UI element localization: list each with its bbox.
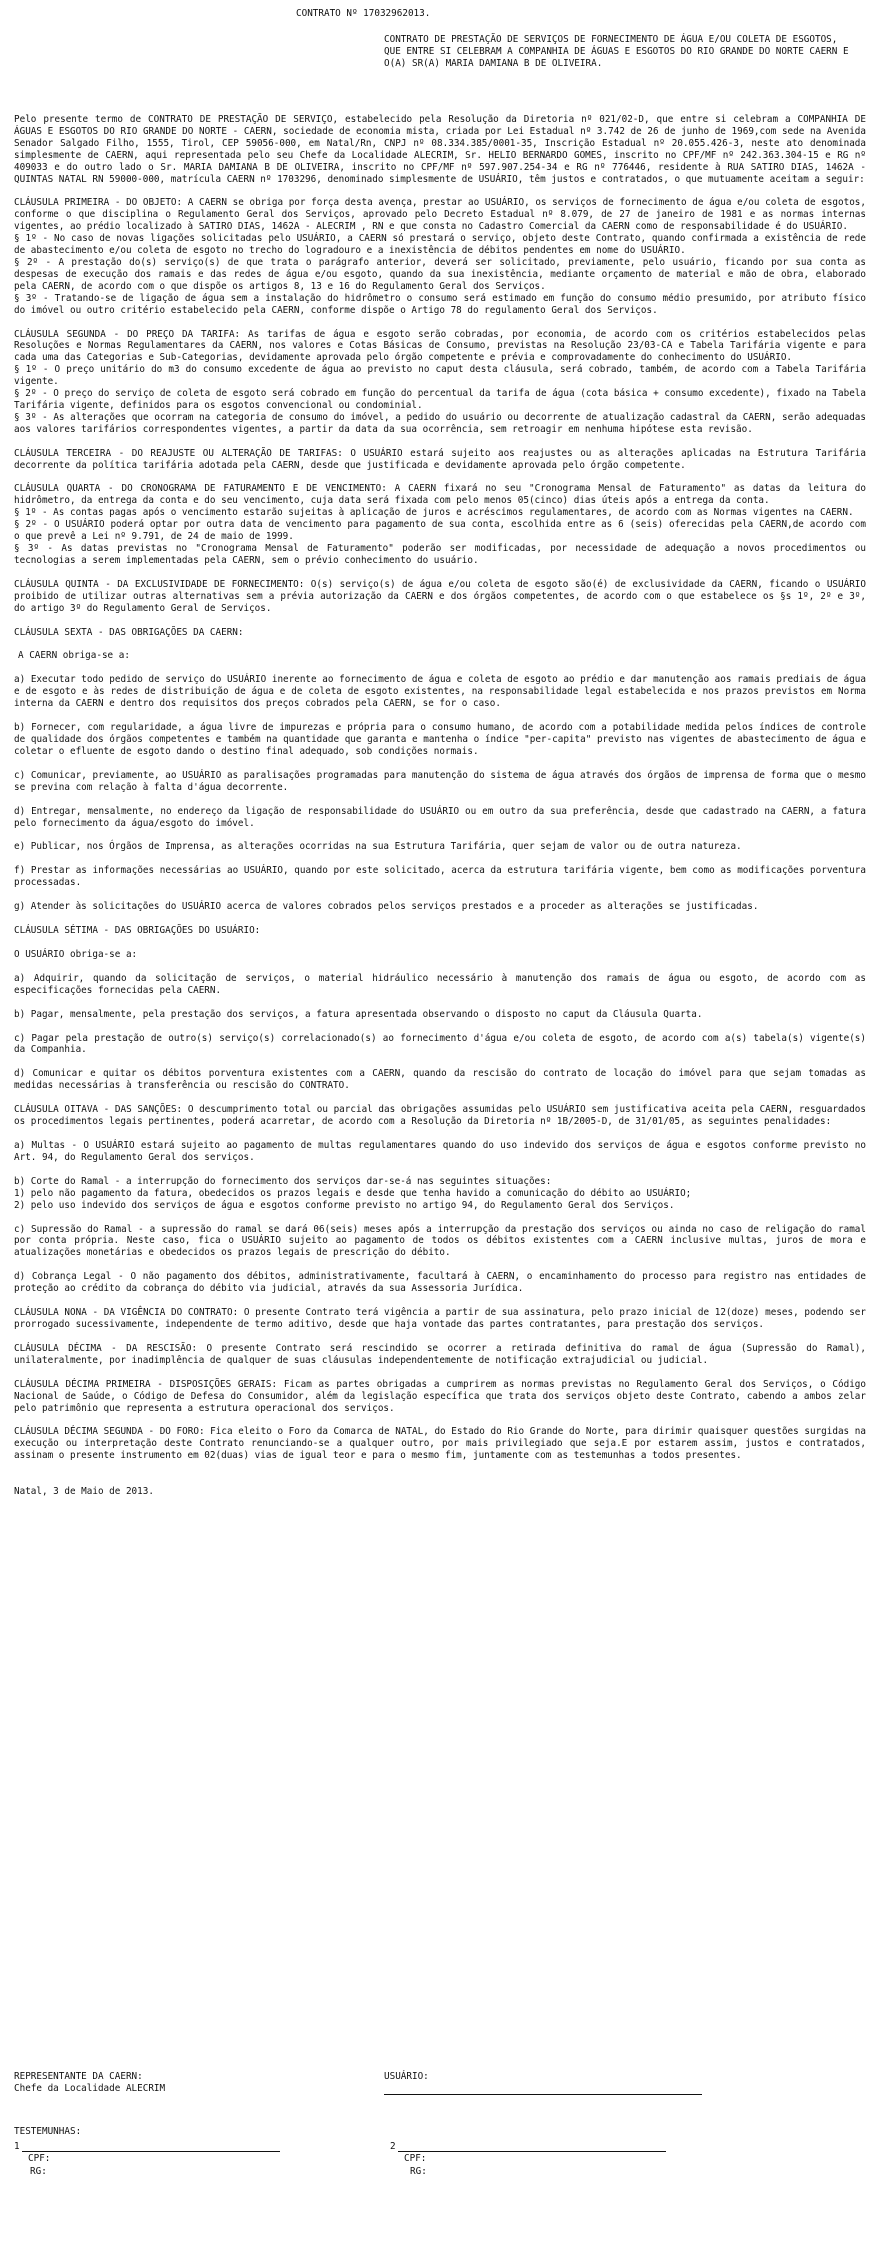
- witness-2-rg-label: RG:: [410, 2166, 427, 2177]
- clause-seventh-item-a: a) Adquirir, quando da solicitação de serviços, o material hidráulico necessário à manutenção dos ramais de água ou esgoto, de acordo com as especificações fornecidas pela CAERN.: [14, 972, 866, 996]
- clause-eighth-item-b: [14, 1176, 866, 1212]
- clause-third: CLÁUSULA TERCEIRA - DO REAJUSTE OU ALTERAÇÃO DE TARIFAS: O USUÁRIO estará sujeito aos reajustes ou as alterações aplicadas na Estrutura Tarifária decorrente da política tarifária adotada pela CAERN, desde que justificada e devidamente aprovada pelo órgão competente.: [14, 447, 866, 471]
- clause-second-par-2: § 2º - O preço do serviço de coleta de esgoto será cobrado em função do percentual da tarifa de água (cota básica + consumo excedente), fixado na Tabela Tarifária vigente, definidos para os esgotos convencional ou condominial.: [14, 388, 866, 411]
- clause-second-par-1: § 1º - O preço unitário do m3 do consumo excedente de água ao previsto no caput desta cláusula, será cobrado, também, de acordo com a Tabela Tarifária vigente.: [14, 364, 866, 388]
- clause-second-par-3: § 3º - As alterações que ocorram na categoria de consumo do imóvel, a pedido do usuário ou decorrente de atualização cadastral da CAERN, serão adequadas aos valores tarifários correspondentes vigentes, a partir da data da sua ocorrência, sem retroagir em nenhuma hipótese esta revisão.: [14, 411, 866, 435]
- clause-sixth-item-d: d) Entregar, mensalmente, no endereço da ligação de responsabilidade do USUÁRIO ou em outro da sua preferência, desde que cadastrado na CAERN, a fatura pelo fornecimento da água/esgoto do imóvel.: [14, 805, 866, 829]
- witness-1-rg-label: RG:: [30, 2166, 47, 2177]
- clause-sixth-item-g: g) Atender às solicitações do USUÁRIO acerca de valores cobrados pelos serviços prestados e a proceder as alterações se justificadas.: [14, 901, 759, 913]
- witness-2-cpf-label: CPF:: [404, 2153, 427, 2164]
- clause-tenth: CLÁUSULA DÉCIMA - DA RESCISÃO: O presente Contrato será rescindido se ocorrer a retirada definitiva do ramal de água (Supressão do Ramal), unilateralmente, por inadimplência de qualquer de suas cláusulas independentemente de notificação extrajudicial ou judicial.: [14, 1342, 866, 1366]
- clause-eleventh: CLÁUSULA DÉCIMA PRIMEIRA - DISPOSIÇÕES GERAIS: Ficam as partes obrigadas a cumprirem as normas previstas no Regulamento Geral dos Serviços, o Código Nacional de Saúde, o Código de Defesa do Consumidor, além da legislação específica que trata dos serviços objeto deste Contrato, cabendo a ambos zelar pelo patrimônio que representa a estrutura operacional dos serviços.: [14, 1378, 866, 1414]
- caern-representative-role: Chefe da Localidade ALECRIM: [14, 2083, 166, 2094]
- clause-sixth-item-f: f) Prestar as informações necessárias ao USUÁRIO, quando por este solicitado, acerca da estrutura tarifária vigente, bem como as modificações porventura processadas.: [14, 865, 866, 889]
- clause-fourth-par-1: § 1º - As contas pagas após o vencimento estarão sujeitas à aplicação de juros e acréscimos regulamentares, de acordo com as Normas vigentes na CAERN.: [14, 507, 854, 519]
- clause-sixth-lead: A CAERN obriga-se a:: [18, 650, 130, 662]
- usuario-label: USUÁRIO:: [384, 2071, 429, 2082]
- clause-eighth-item-b-2: 2) pelo uso indevido dos serviços de água e esgotos conforme previsto no artigo 94, do Regulamento Geral dos Serviços.: [14, 1199, 675, 1211]
- clause-eighth-item-c: c) Supressão do Ramal - a supressão do ramal se dará 06(seis) meses após a interrupção da prestação dos serviços ou ainda no caso de religação do ramal por conta própria. Neste caso, fica o USUÁRIO sujeito ao pagamento de todos os débitos existentes com a CAERN inclusive multas, juros de mora e atualizações monetárias e obedecidos os prazos legais de prescrição do débito.: [14, 1223, 866, 1259]
- clause-sixth-item-a: a) Executar todo pedido de serviço do USUÁRIO inerente ao fornecimento de água e coleta de esgoto ao prédio e dar manutenção aos ramais prediais de água e de esgoto e às redes de distribuição de água e de coleta de esgoto existentes, na responsabilidade legal estabelecida e nos prazos previstos em Norma interna da CAERN e dentro dos requisitos dos preços cobrados pela CAERN, se for o caso.: [14, 674, 866, 710]
- clause-fifth: CLÁUSULA QUINTA - DA EXCLUSIVIDADE DE FORNECIMENTO: O(s) serviço(s) de água e/ou coleta de esgoto são(é) de exclusividade da CAERN, ficando o USUÁRIO proibido de utilizar outras alternativas sem a prévia autorização da CAERN e dos órgãos competentes, de acordo com o que estabelece os §s 1º, 2º e 3º, do artigo 3º do Regulamento Geral de Serviços.: [14, 578, 866, 614]
- caern-representative-label: REPRESENTANTE DA CAERN:: [14, 2071, 143, 2082]
- intro-paragraph: Pelo presente termo de CONTRATO DE PRESTAÇÃO DE SERVIÇO, estabelecido pela Resolução da Diretoria nº 021/02-D, que entre si celebram a COMPANHIA DE ÁGUAS E ESGOTOS DO RIO GRANDE DO NORTE - CAERN, sociedade de economia mista, criada por Lei Estadual nº 3.742 de 26 de junho de 1969,com sede na Avenida Senador Salgado Filho, 1555, Tirol, CEP 59056-000, em Natal/Rn, CNPJ nº 08.334.385/0001-35, Inscrição Estadual nº 20.055.426-3, neste ato denominada simplesmente de CAERN, aqui representada pelo seu Chefe da Localidade ALECRIM, Sr. HELIO BERNARDO GOMES, inscrito no CPF/MF nº 242.363.304-15 e RG nº 409033 e do outro lado o Sr. MARIA DAMIANA B DE OLIVEIRA, inscrito no CPF/MF nº 597.907.254-34 e RG nº 776446, residente à RUA SATIRO DIAS, 1462A - QUINTAS NATAL RN 59000-000, matrícula CAERN nº 1703296, denominado simplesmente de USUÁRIO, têm justos e contratados, o que mutuamente aceitam a seguir:: [14, 114, 866, 185]
- clause-fourth-text: CLÁUSULA QUARTA - DO CRONOGRAMA DE FATURAMENTO E DE VENCIMENTO: A CAERN fixará no seu "Cronograma Mensal de Faturamento" as datas da leitura do hidrômetro, da entrega da conta e do seu vencimento, cuja data será fixada com pelo menos 05(cinco) dias úteis após a entrega da conta.: [14, 483, 866, 507]
- clause-seventh-item-d: d) Comunicar e quitar os débitos porventura existentes com a CAERN, quando da rescisão do contrato de locação do imóvel para que sejam tomadas as medidas necessárias à transferência ou rescisão do CONTRATO.: [14, 1068, 866, 1092]
- clause-first-par-2: § 2º - A prestação do(s) serviço(s) de que trata o parágrafo anterior, deverá ser solicitado, previamente, pelo usuário, ficando por sua conta as despesas de execução dos ramais e das redes de água e/ou esgoto, quando da sua inexistência, mediante orçamento de material e mão de obra, elaborado pela CAERN, de acordo com o que dispõe os artigos 8, 13 e 16 do Regulamento Geral dos Serviços.: [14, 256, 866, 292]
- clause-first: [14, 197, 866, 316]
- usuario-signature-line: [384, 2094, 702, 2095]
- witness-1-signature-line: [22, 2151, 280, 2152]
- contract-number: CONTRATO Nº 17032962013.: [296, 8, 431, 19]
- clause-fourth-par-2: § 2º - O USUÁRIO poderá optar por outra data de vencimento para pagamento de sua conta, escolhida entre as 6 (seis) oferecidas pela CAERN,de acordo com o que prevê a Lei nº 9.791, de 24 de maio de 1999.: [14, 519, 866, 543]
- clause-eighth-item-a: a) Multas - O USUÁRIO estará sujeito ao pagamento de multas regulamentares quando do uso indevido dos serviços de água e esgotos conforme previsto no Art. 94, do Regulamento Geral dos serviços.: [14, 1140, 866, 1163]
- clause-sixth-item-b: b) Fornecer, com regularidade, a água livre de impurezas e própria para o consumo humano, de acordo com a potabilidade medida pelos índices de controle de qualidade dos órgãos competentes e também na quantidade que garanta e mantenha o índice "per-capita" previsto nas vigentes de abastecimento de água e coletar o efluente de esgoto dando o destino final adequado, sob condições normais.: [14, 722, 866, 757]
- clause-second-text: CLÁUSULA SEGUNDA - DO PREÇO DA TARIFA: As tarifas de água e esgoto serão cobradas, por economia, de acordo com os critérios estabelecidos pelas Resoluções e Normas Regulamentares da CAERN, nos valores e Cotas Básicas de Consumo, previstas na Resolução 23/03-CA e Tabela Tarifária vigente e para cada uma das Categorias e Sub-Categorias, devidamente aprovada pelo órgão competente e prévia e comprovadamente do conhecimento do USUÁRIO.: [14, 328, 866, 364]
- clause-second: [14, 329, 866, 436]
- contract-body: [14, 114, 866, 1510]
- clause-first-par-1: § 1º - No caso de novas ligações solicitadas pelo USUÁRIO, a CAERN só prestará o serviço, objeto deste Contrato, quando confirmada a existência de rede de abastecimento e/ou coleta de esgoto no trecho do logradouro e a inexistência de débitos pendentes em nome do USUÁRIO.: [14, 233, 866, 257]
- witness-2-signature-line: [398, 2151, 666, 2152]
- clause-fourth-par-3: § 3º - As datas previstas no "Cronograma Mensal de Faturamento" poderão ser modificadas, por necessidade de adequação a novos procedimentos ou tecnologias a serem implementadas pela CAERN, sem o prévio conhecimento do usuário.: [14, 543, 866, 566]
- clause-eighth-item-d: d) Cobrança Legal - O não pagamento dos débitos, administrativamente, facultará à CAERN, o encaminhamento do processo para registro nas entidades de proteção ao crédito da cobrança do débito via judicial, através da sua Assessoria Jurídica.: [14, 1271, 866, 1295]
- clause-seventh-item-b: b) Pagar, mensalmente, pela prestação dos serviços, a fatura apresentada observando o disposto no caput da Cláusula Quarta.: [14, 1008, 703, 1020]
- clause-sixth-item-e: e) Publicar, nos Órgãos de Imprensa, as alterações ocorridas na sua Estrutura Tarifária, quer sejam de valor ou de outra natureza.: [14, 841, 742, 853]
- clause-eighth-item-b-1: 1) pelo não pagamento da fatura, obedecidos os prazos legais e desde que tenha havido a comunicação do débito ao USUÁRIO;: [14, 1187, 692, 1199]
- witnesses-label: TESTEMUNHAS:: [14, 2126, 82, 2137]
- clause-first-par-3: § 3º - Tratando-se de ligação de água sem a instalação do hidrômetro o consumo será estimado em função do consumo médio presumido, por atributo físico do imóvel ou outro critério estabelecido pela CAERN, conforme dispõe o Artigo 78 do regulamento Geral dos Serviços.: [14, 292, 866, 316]
- contract-subject: CONTRATO DE PRESTAÇÃO DE SERVIÇOS DE FORNECIMENTO DE ÁGUA E/OU COLETA DE ESGOTOS, QUE ENTRE SI CELEBRAM A COMPANHIA DE ÁGUAS E ESGOTOS DO RIO GRANDE DO NORTE CAERN E O(A) SR(A) MARIA DAMIANA B DE OLIVEIRA.: [384, 34, 849, 69]
- clause-fourth: [14, 483, 866, 566]
- clause-twelfth: CLÁUSULA DÉCIMA SEGUNDA - DO FORO: Fica eleito o Foro da Comarca de NATAL, do Estado do Rio Grande do Norte, para dirimir quaisquer questões surgidas na execução ou interpretação deste Contrato renunciando-se a qualquer outro, por mais privilegiado que seja.E por estarem assim, justos e contratados, assinam o presente instrumento em 02(duas) vias de igual teor e para o mesmo fim, juntamente com as testemunhas a todos presentes.: [14, 1426, 866, 1462]
- clause-sixth-item-c: c) Comunicar, previamente, ao USUÁRIO as paralisações programadas para manutenção do sistema de água através dos órgãos de imprensa de forma que o mesmo se previna com relação à falta d'água decorrente.: [14, 769, 866, 793]
- clause-seventh-item-c: c) Pagar pela prestação de outro(s) serviço(s) correlacionado(s) ao fornecimento d'água e/ou coleta de esgoto, de acordo com a(s) tabela(s) vigente(s) da Companhia.: [14, 1032, 866, 1056]
- clause-first-text: CLÁUSULA PRIMEIRA - DO OBJETO: A CAERN se obriga por força desta avença, prestar ao USUÁRIO, os serviços de fornecimento de água e/ou coleta de esgotos, conforme o que disciplina o Regulamento Geral dos Serviços, aprovado pelo Decreto Estadual nº 8.079, de 27 de janeiro de 1981 e as normas internas vigentes, ao prédio localizado à SATIRO DIAS, 1462A - ALECRIM , RN e que consta no Cadastro Comercial da CAERN como de responsabilidade é do USUÁRIO.: [14, 197, 866, 233]
- clause-ninth: CLÁUSULA NONA - DA VIGÊNCIA DO CONTRATO: O presente Contrato terá vigência a partir de sua assinatura, pelo prazo inicial de 12(doze) meses, podendo ser prorrogado sucessivamente, independente de termo aditivo, desde que haja vontade das partes contratantes, para prestação dos serviços.: [14, 1307, 866, 1330]
- clause-sixth-title: CLÁUSULA SEXTA - DAS OBRIGAÇÕES DA CAERN:: [14, 626, 244, 638]
- witness-2-number: 2: [390, 2141, 396, 2152]
- clause-eighth-item-b-text: b) Corte do Ramal - a interrupção do fornecimento dos serviços dar-se-á nas seguintes situações:: [14, 1175, 552, 1187]
- clause-eighth: CLÁUSULA OITAVA - DAS SANÇÕES: O descumprimento total ou parcial das obrigações assumidas pelo USUÁRIO sem justificativa aceita pela CAERN, resguardados os procedimentos legais pertinentes, poderá acarretar, de acordo com a Resolução da Diretoria nº 1B/2005-D, de 31/01/05, as seguintes penalidades:: [14, 1104, 866, 1128]
- clause-seventh-title: CLÁUSULA SÉTIMA - DAS OBRIGAÇÕES DO USUÁRIO:: [14, 925, 261, 937]
- date-line: Natal, 3 de Maio de 2013.: [14, 1486, 154, 1498]
- witness-1-cpf-label: CPF:: [28, 2153, 51, 2164]
- clause-seventh-lead: O USUÁRIO obriga-se a:: [14, 948, 138, 960]
- witness-1-number: 1: [14, 2141, 20, 2152]
